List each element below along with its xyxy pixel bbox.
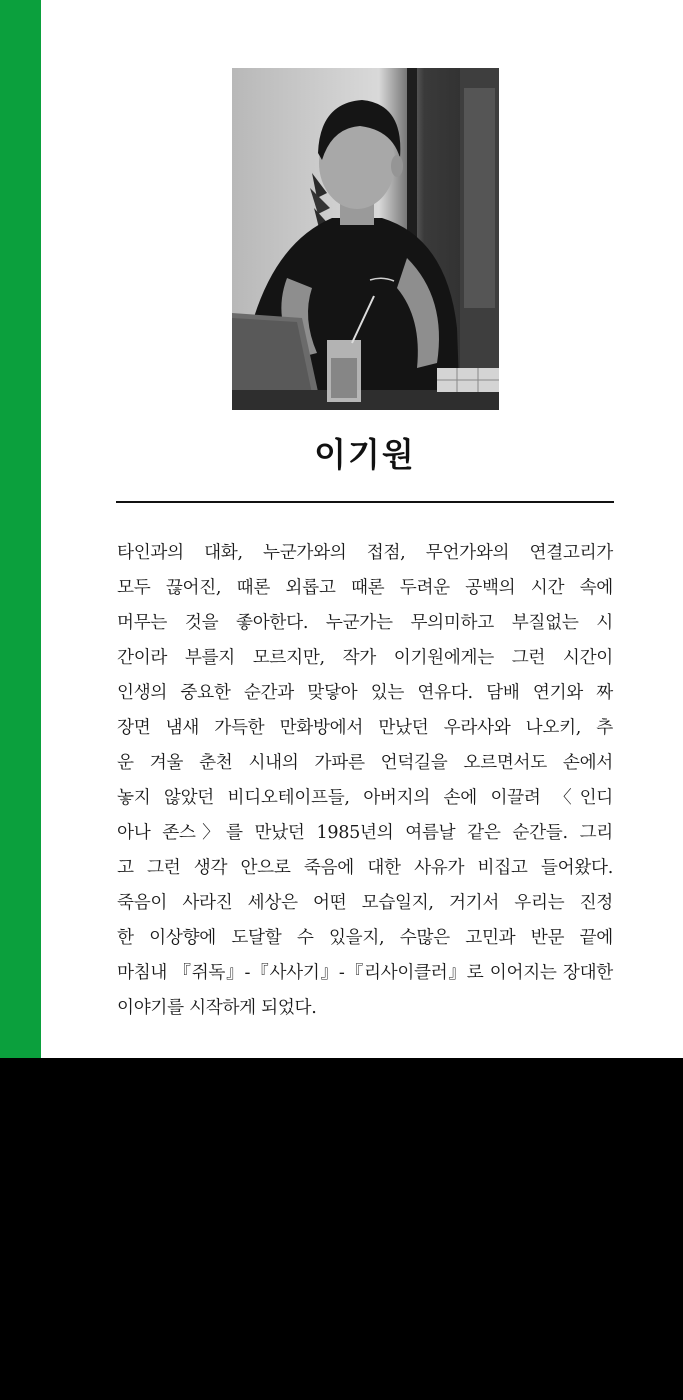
green-spine-stripe <box>0 0 41 1058</box>
bio-line: 마침내 『쥐독』-『사사기』-『리사이클러』로 이어지는 장대한 <box>117 963 613 983</box>
black-background <box>0 1058 683 1400</box>
bio-line: 간이라 부를지 모르지만, 작가 이기원에게는 그런 시간이 <box>117 648 613 668</box>
author-photo <box>232 68 499 410</box>
bio-line: 모두 끊어진, 때론 외롭고 때론 두려운 공백의 시간 속에 <box>117 578 613 598</box>
bio-line: 고 그런 생각 안으로 죽음에 대한 사유가 비집고 들어왔다. <box>117 858 613 878</box>
author-bio <box>117 536 613 1026</box>
bio-line: 놓지 않았던 비디오테이프들, 아버지의 손에 이끌려 〈인디 <box>117 788 613 808</box>
bio-line: 머무는 것을 좋아한다. 누군가는 무의미하고 부질없는 시 <box>117 613 613 633</box>
bio-line: 죽음이 사라진 세상은 어떤 모습일지, 거기서 우리는 진정 <box>117 893 613 913</box>
bio-line: 타인과의 대화, 누군가와의 접점, 무언가와의 연결고리가 <box>117 543 613 563</box>
bio-line: 장면 냄새 가득한 만화방에서 만났던 우라사와 나오키, 추 <box>117 718 613 738</box>
bio-line: 아나 존스〉를 만났던 1985년의 여름날 같은 순간들. 그리 <box>117 823 613 843</box>
bio-line: 인생의 중요한 순간과 맞닿아 있는 연유다. 담배 연기와 짜 <box>117 683 613 703</box>
bio-line: 한 이상향에 도달할 수 있을지, 수많은 고민과 반문 끝에 <box>117 928 613 948</box>
divider-rule <box>116 501 614 503</box>
bio-line: 이야기를 시작하게 되었다. <box>117 998 317 1018</box>
bio-line: 운 겨울 춘천 시내의 가파른 언덕길을 오르면서도 손에서 <box>117 753 613 773</box>
author-name: 이기원 <box>314 435 416 474</box>
